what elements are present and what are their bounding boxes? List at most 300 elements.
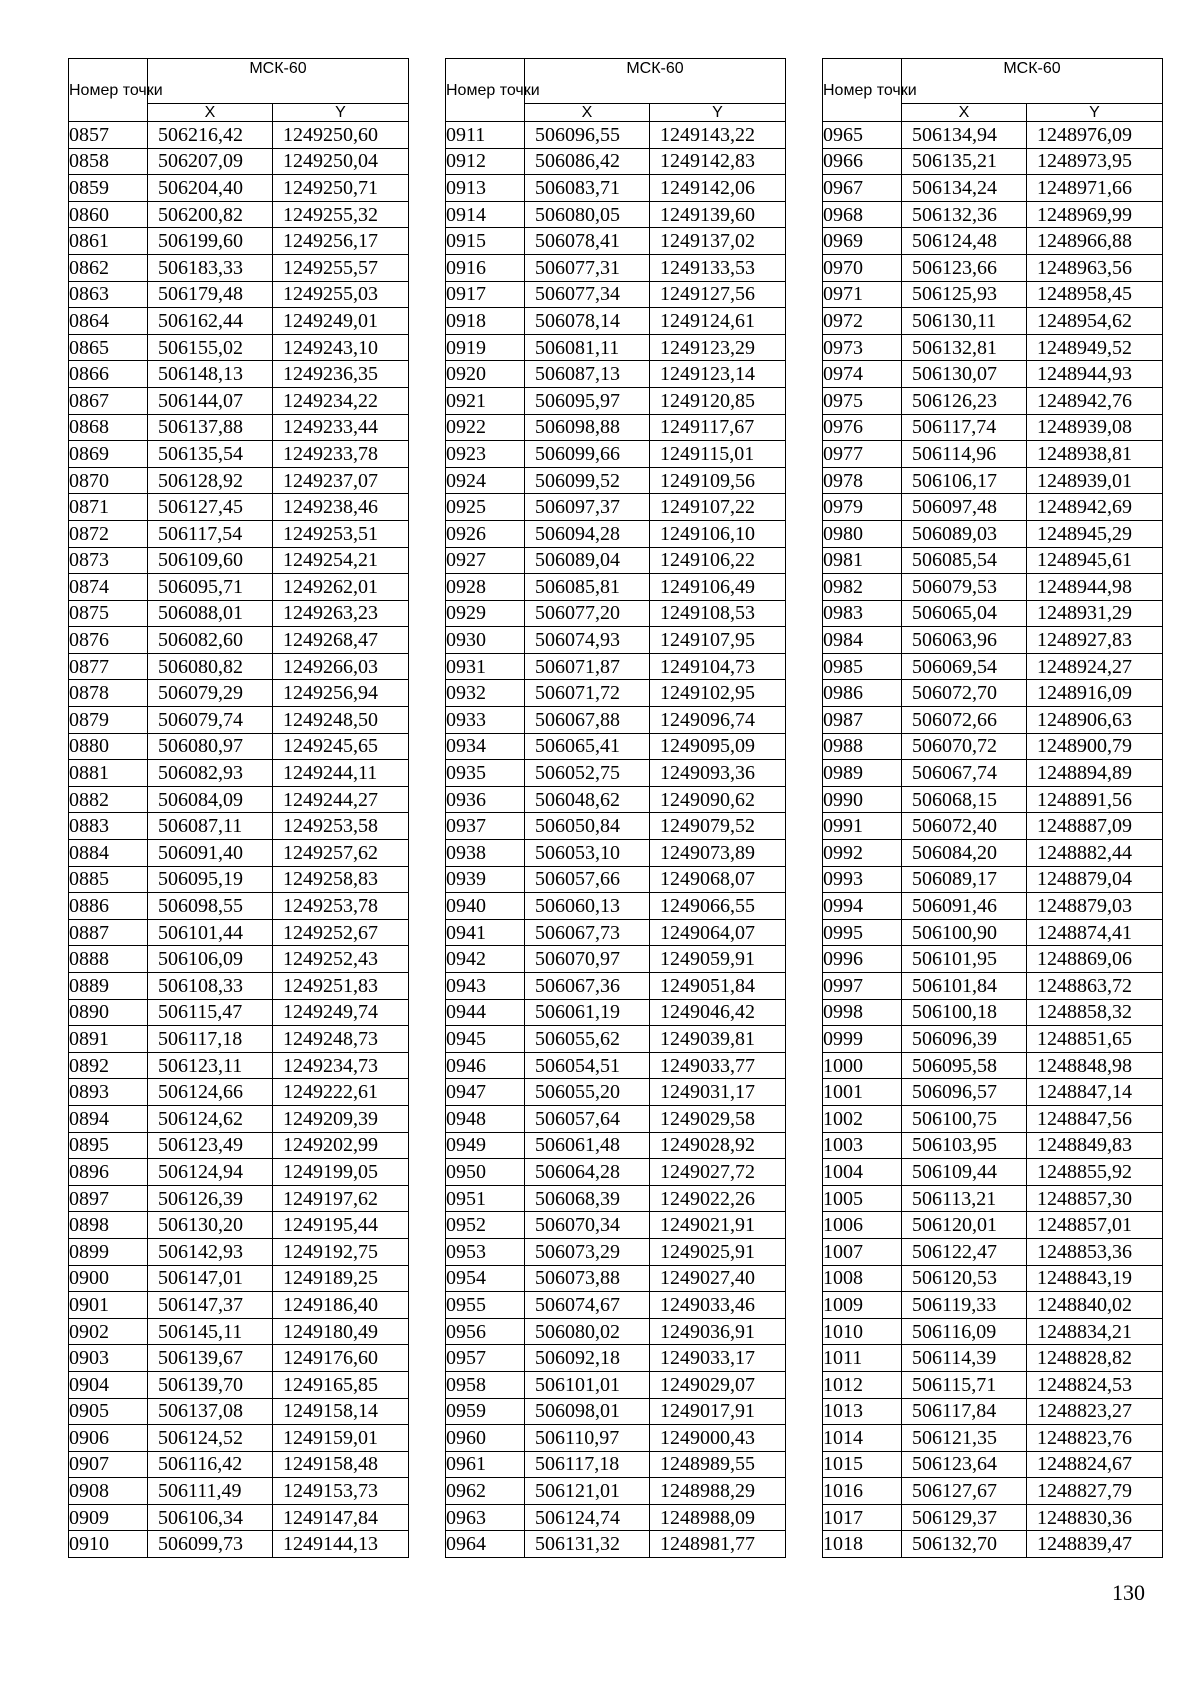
point-number-cell: 0947 [446, 1079, 525, 1106]
table-row [69, 866, 409, 893]
x-coordinate-cell: 506072,70 [902, 680, 1027, 707]
y-coordinate-cell: 1248924,27 [1027, 653, 1163, 680]
y-coordinate-cell: 1248828,82 [1027, 1345, 1163, 1372]
x-coordinate-cell: 506101,95 [902, 946, 1027, 973]
y-coordinate-cell: 1249068,07 [650, 866, 786, 893]
table-row [69, 946, 409, 973]
y-coordinate-cell: 1248824,53 [1027, 1371, 1163, 1398]
x-coordinate-cell: 506091,40 [148, 840, 273, 867]
x-coordinate-cell: 506106,34 [148, 1504, 273, 1531]
point-number-cell: 0938 [446, 840, 525, 867]
y-coordinate-cell: 1249123,14 [650, 361, 786, 388]
x-coordinate-cell: 506117,18 [525, 1451, 650, 1478]
point-number-cell: 0869 [69, 441, 148, 468]
table-row [69, 1265, 409, 1292]
y-coordinate-cell: 1249096,74 [650, 707, 786, 734]
y-coordinate-cell: 1248823,76 [1027, 1425, 1163, 1452]
y-coordinate-cell: 1249107,22 [650, 494, 786, 521]
table-row [823, 1478, 1163, 1505]
x-coordinate-cell: 506079,74 [148, 707, 273, 734]
x-coordinate-cell: 506087,11 [148, 813, 273, 840]
y-coordinate-cell: 1248839,47 [1027, 1531, 1163, 1558]
point-number-cell: 0989 [823, 760, 902, 787]
x-coordinate-cell: 506122,47 [902, 1238, 1027, 1265]
y-coordinate-cell: 1249021,91 [650, 1212, 786, 1239]
x-coordinate-cell: 506145,11 [148, 1318, 273, 1345]
y-coordinate-cell: 1249033,77 [650, 1052, 786, 1079]
x-coordinate-cell: 506052,75 [525, 760, 650, 787]
table-row [823, 334, 1163, 361]
point-number-cell: 0958 [446, 1371, 525, 1398]
table-row [446, 441, 786, 468]
point-number-cell: 1005 [823, 1185, 902, 1212]
x-coordinate-cell: 506071,87 [525, 653, 650, 680]
point-number-cell: 0897 [69, 1185, 148, 1212]
x-coordinate-cell: 506124,94 [148, 1159, 273, 1186]
point-number-cell: 0948 [446, 1105, 525, 1132]
table-row [823, 308, 1163, 335]
y-coordinate-cell: 1249017,91 [650, 1398, 786, 1425]
table-row [69, 334, 409, 361]
y-coordinate-cell: 1248857,30 [1027, 1185, 1163, 1212]
point-number-cell: 0892 [69, 1052, 148, 1079]
point-number-cell: 0946 [446, 1052, 525, 1079]
x-coordinate-cell: 506121,35 [902, 1425, 1027, 1452]
y-coordinate-cell: 1249025,91 [650, 1238, 786, 1265]
x-coordinate-cell: 506095,58 [902, 1052, 1027, 1079]
x-coordinate-cell: 506123,49 [148, 1132, 273, 1159]
x-coordinate-cell: 506067,88 [525, 707, 650, 734]
y-coordinate-cell: 1249137,02 [650, 228, 786, 255]
point-number-cell: 0951 [446, 1185, 525, 1212]
point-number-cell: 0916 [446, 254, 525, 281]
point-number-cell: 0960 [446, 1425, 525, 1452]
point-number-cell: 0983 [823, 600, 902, 627]
x-coordinate-cell: 506061,19 [525, 999, 650, 1026]
table-row [69, 494, 409, 521]
table-row [446, 893, 786, 920]
table-row [446, 308, 786, 335]
table-row [823, 467, 1163, 494]
y-coordinate-cell: 1248976,09 [1027, 122, 1163, 149]
y-coordinate-cell: 1248894,89 [1027, 760, 1163, 787]
y-coordinate-cell: 1249249,74 [273, 999, 409, 1026]
table-row [69, 600, 409, 627]
table-row [69, 574, 409, 601]
x-coordinate-cell: 506111,49 [148, 1478, 273, 1505]
table-row [446, 919, 786, 946]
y-coordinate-cell: 1249255,03 [273, 281, 409, 308]
point-number-cell: 0913 [446, 175, 525, 202]
x-coordinate-cell: 506068,39 [525, 1185, 650, 1212]
x-coordinate-cell: 506106,17 [902, 467, 1027, 494]
point-number-cell: 0966 [823, 148, 902, 175]
point-number-cell: 0967 [823, 175, 902, 202]
table-row [823, 175, 1163, 202]
x-coordinate-cell: 506106,09 [148, 946, 273, 973]
point-number-cell: 0931 [446, 653, 525, 680]
point-number-cell: 0992 [823, 840, 902, 867]
y-coordinate-cell: 1248938,81 [1027, 441, 1163, 468]
point-number-cell: 0884 [69, 840, 148, 867]
point-number-cell: 0879 [69, 707, 148, 734]
x-coordinate-cell: 506101,01 [525, 1371, 650, 1398]
table-row [823, 1026, 1163, 1053]
y-coordinate-cell: 1249195,44 [273, 1212, 409, 1239]
point-number-cell: 0926 [446, 520, 525, 547]
y-coordinate-cell: 1249029,58 [650, 1105, 786, 1132]
table-row [446, 1292, 786, 1319]
x-coordinate-cell: 506095,97 [525, 387, 650, 414]
point-number-cell: 0987 [823, 707, 902, 734]
point-number-cell: 1009 [823, 1292, 902, 1319]
table-row [69, 1398, 409, 1425]
x-coordinate-cell: 506057,64 [525, 1105, 650, 1132]
y-coordinate-cell: 1249252,67 [273, 919, 409, 946]
y-coordinate-cell: 1249189,25 [273, 1265, 409, 1292]
point-number-cell: 0883 [69, 813, 148, 840]
point-number-cell: 0996 [823, 946, 902, 973]
x-coordinate-cell: 506116,09 [902, 1318, 1027, 1345]
point-number-cell: 0895 [69, 1132, 148, 1159]
point-number-cell: 0887 [69, 919, 148, 946]
table-row [446, 1159, 786, 1186]
x-coordinate-cell: 506074,93 [525, 627, 650, 654]
y-coordinate-cell: 1248945,29 [1027, 520, 1163, 547]
x-coordinate-cell: 506137,08 [148, 1398, 273, 1425]
x-coordinate-cell: 506134,94 [902, 122, 1027, 149]
y-coordinate-cell: 1249095,09 [650, 733, 786, 760]
point-number-cell: 0866 [69, 361, 148, 388]
table-row [69, 1478, 409, 1505]
point-number-cell: 0923 [446, 441, 525, 468]
x-coordinate-cell: 506121,01 [525, 1478, 650, 1505]
y-coordinate-cell: 1248849,83 [1027, 1132, 1163, 1159]
x-coordinate-cell: 506126,39 [148, 1185, 273, 1212]
table-row [446, 1398, 786, 1425]
point-number-cell: 1006 [823, 1212, 902, 1239]
x-coordinate-cell: 506114,39 [902, 1345, 1027, 1372]
table-row [446, 653, 786, 680]
x-coordinate-cell: 506123,64 [902, 1451, 1027, 1478]
x-coordinate-cell: 506082,60 [148, 627, 273, 654]
table-row [446, 494, 786, 521]
y-coordinate-cell: 1249250,60 [273, 122, 409, 149]
point-number-cell: 0877 [69, 653, 148, 680]
table-row [69, 1026, 409, 1053]
x-coordinate-cell: 506116,42 [148, 1451, 273, 1478]
table-row [69, 122, 409, 149]
x-coordinate-cell: 506135,54 [148, 441, 273, 468]
x-coordinate-cell: 506124,52 [148, 1425, 273, 1452]
table-row [446, 866, 786, 893]
table-row [823, 1265, 1163, 1292]
point-number-cell: 0956 [446, 1318, 525, 1345]
point-number-cell: 0878 [69, 680, 148, 707]
point-number-cell: 0985 [823, 653, 902, 680]
x-coordinate-cell: 506129,37 [902, 1504, 1027, 1531]
y-coordinate-cell: 1249029,07 [650, 1371, 786, 1398]
x-coordinate-cell: 506120,53 [902, 1265, 1027, 1292]
x-coordinate-cell: 506091,46 [902, 893, 1027, 920]
x-coordinate-cell: 506055,20 [525, 1079, 650, 1106]
y-coordinate-cell: 1249036,91 [650, 1318, 786, 1345]
point-number-cell: 0927 [446, 547, 525, 574]
point-number-cell: 0981 [823, 547, 902, 574]
table-row [823, 254, 1163, 281]
y-coordinate-cell: 1248848,98 [1027, 1052, 1163, 1079]
table-row [823, 281, 1163, 308]
x-coordinate-cell: 506207,09 [148, 148, 273, 175]
table-row [446, 600, 786, 627]
point-number-cell: 0910 [69, 1531, 148, 1558]
x-coordinate-cell: 506108,33 [148, 973, 273, 1000]
y-coordinate-cell: 1249123,29 [650, 334, 786, 361]
x-coordinate-cell: 506183,33 [148, 254, 273, 281]
x-coordinate-cell: 506113,21 [902, 1185, 1027, 1212]
x-coordinate-cell: 506069,54 [902, 653, 1027, 680]
y-coordinate-cell: 1249234,73 [273, 1052, 409, 1079]
table-row [69, 1451, 409, 1478]
x-coordinate-cell: 506077,31 [525, 254, 650, 281]
table-row [446, 1079, 786, 1106]
x-coordinate-cell: 506061,48 [525, 1132, 650, 1159]
coordinates-table-1 [68, 58, 409, 1558]
point-number-cell: 0911 [446, 122, 525, 149]
table-row [69, 893, 409, 920]
y-coordinate-cell: 1248863,72 [1027, 973, 1163, 1000]
point-number-cell: 0864 [69, 308, 148, 335]
header-coordinate-system: МСК-60 [902, 59, 1163, 104]
x-coordinate-cell: 506064,28 [525, 1159, 650, 1186]
y-coordinate-cell: 1248939,08 [1027, 414, 1163, 441]
table-row [823, 1079, 1163, 1106]
y-coordinate-cell: 1248843,19 [1027, 1265, 1163, 1292]
y-coordinate-cell: 1248906,63 [1027, 707, 1163, 734]
y-coordinate-cell: 1249158,48 [273, 1451, 409, 1478]
table-row [69, 387, 409, 414]
x-coordinate-cell: 506050,84 [525, 813, 650, 840]
table-row [823, 547, 1163, 574]
x-coordinate-cell: 506085,54 [902, 547, 1027, 574]
table-row [823, 893, 1163, 920]
x-coordinate-cell: 506097,37 [525, 494, 650, 521]
table-row [69, 653, 409, 680]
y-coordinate-cell: 1248834,21 [1027, 1318, 1163, 1345]
point-number-cell: 0908 [69, 1478, 148, 1505]
point-number-cell: 0925 [446, 494, 525, 521]
x-coordinate-cell: 506086,42 [525, 148, 650, 175]
y-coordinate-cell: 1249106,10 [650, 520, 786, 547]
table-row [446, 387, 786, 414]
y-coordinate-cell: 1249263,23 [273, 600, 409, 627]
y-coordinate-cell: 1249268,47 [273, 627, 409, 654]
y-coordinate-cell: 1249133,53 [650, 254, 786, 281]
point-number-cell: 0930 [446, 627, 525, 654]
x-coordinate-cell: 506092,18 [525, 1345, 650, 1372]
table-row [823, 387, 1163, 414]
point-number-cell: 0872 [69, 520, 148, 547]
point-number-cell: 0889 [69, 973, 148, 1000]
point-number-cell: 0982 [823, 574, 902, 601]
table-row [69, 627, 409, 654]
point-number-cell: 0901 [69, 1292, 148, 1319]
x-coordinate-cell: 506115,47 [148, 999, 273, 1026]
x-coordinate-cell: 506124,48 [902, 228, 1027, 255]
y-coordinate-cell: 1248851,65 [1027, 1026, 1163, 1053]
x-coordinate-cell: 506147,01 [148, 1265, 273, 1292]
y-coordinate-cell: 1248931,29 [1027, 600, 1163, 627]
x-coordinate-cell: 506070,97 [525, 946, 650, 973]
x-coordinate-cell: 506077,34 [525, 281, 650, 308]
point-number-cell: 0959 [446, 1398, 525, 1425]
x-coordinate-cell: 506087,13 [525, 361, 650, 388]
point-number-cell: 0949 [446, 1132, 525, 1159]
x-coordinate-cell: 506053,10 [525, 840, 650, 867]
y-coordinate-cell: 1249199,05 [273, 1159, 409, 1186]
x-coordinate-cell: 506063,96 [902, 627, 1027, 654]
table-row [823, 441, 1163, 468]
x-coordinate-cell: 506100,75 [902, 1105, 1027, 1132]
y-coordinate-cell: 1249237,07 [273, 467, 409, 494]
point-number-cell: 0904 [69, 1371, 148, 1398]
x-coordinate-cell: 506155,02 [148, 334, 273, 361]
y-coordinate-cell: 1248823,27 [1027, 1398, 1163, 1425]
point-number-cell: 0899 [69, 1238, 148, 1265]
table-row [446, 840, 786, 867]
y-coordinate-cell: 1249243,10 [273, 334, 409, 361]
point-number-cell: 0997 [823, 973, 902, 1000]
x-coordinate-cell: 506057,66 [525, 866, 650, 893]
table-row [823, 1371, 1163, 1398]
table-row [69, 1052, 409, 1079]
y-coordinate-cell: 1249108,53 [650, 600, 786, 627]
table-row [446, 414, 786, 441]
y-coordinate-cell: 1249027,72 [650, 1159, 786, 1186]
y-coordinate-cell: 1249244,27 [273, 786, 409, 813]
table-row [446, 1318, 786, 1345]
x-coordinate-cell: 506127,67 [902, 1478, 1027, 1505]
point-number-cell: 0963 [446, 1504, 525, 1531]
table-row [446, 1345, 786, 1372]
x-coordinate-cell: 506068,15 [902, 786, 1027, 813]
table-row [69, 148, 409, 175]
table-row [446, 1371, 786, 1398]
table-row [69, 919, 409, 946]
x-coordinate-cell: 506081,11 [525, 334, 650, 361]
table-row [823, 919, 1163, 946]
point-number-cell: 1010 [823, 1318, 902, 1345]
y-coordinate-cell: 1249033,46 [650, 1292, 786, 1319]
table-row [823, 1531, 1163, 1558]
y-coordinate-cell: 1249197,62 [273, 1185, 409, 1212]
y-coordinate-cell: 1248973,95 [1027, 148, 1163, 175]
y-coordinate-cell: 1248981,77 [650, 1531, 786, 1558]
x-coordinate-cell: 506067,36 [525, 973, 650, 1000]
y-coordinate-cell: 1248857,01 [1027, 1212, 1163, 1239]
table-row [69, 308, 409, 335]
point-number-cell: 0944 [446, 999, 525, 1026]
point-number-cell: 0971 [823, 281, 902, 308]
y-coordinate-cell: 1249144,13 [273, 1531, 409, 1558]
x-coordinate-cell: 506139,70 [148, 1371, 273, 1398]
table-row [823, 1159, 1163, 1186]
table-row [446, 1425, 786, 1452]
y-coordinate-cell: 1249248,50 [273, 707, 409, 734]
table-row [446, 467, 786, 494]
point-number-cell: 0874 [69, 574, 148, 601]
table-row [823, 494, 1163, 521]
table-row [446, 1265, 786, 1292]
table-row [446, 1026, 786, 1053]
point-number-cell: 1014 [823, 1425, 902, 1452]
y-coordinate-cell: 1248824,67 [1027, 1451, 1163, 1478]
table-row [446, 1504, 786, 1531]
y-coordinate-cell: 1249252,43 [273, 946, 409, 973]
point-number-cell: 0918 [446, 308, 525, 335]
point-number-cell: 0865 [69, 334, 148, 361]
y-coordinate-cell: 1249176,60 [273, 1345, 409, 1372]
table-row [446, 999, 786, 1026]
y-coordinate-cell: 1249253,58 [273, 813, 409, 840]
header-coordinate-system: МСК-60 [148, 59, 409, 104]
table-row [446, 786, 786, 813]
table-row [69, 441, 409, 468]
header-point-number: Номер точки [823, 59, 902, 122]
y-coordinate-cell: 1249233,44 [273, 414, 409, 441]
x-coordinate-cell: 506094,28 [525, 520, 650, 547]
table-row [69, 1159, 409, 1186]
x-coordinate-cell: 506070,34 [525, 1212, 650, 1239]
x-coordinate-cell: 506126,23 [902, 387, 1027, 414]
x-coordinate-cell: 506120,01 [902, 1212, 1027, 1239]
y-coordinate-cell: 1249159,01 [273, 1425, 409, 1452]
table-row [823, 1398, 1163, 1425]
y-coordinate-cell: 1249093,36 [650, 760, 786, 787]
table-row [446, 1238, 786, 1265]
y-coordinate-cell: 1249249,01 [273, 308, 409, 335]
x-coordinate-cell: 506080,82 [148, 653, 273, 680]
table-row [69, 1185, 409, 1212]
y-coordinate-cell: 1248874,41 [1027, 919, 1163, 946]
y-coordinate-cell: 1249039,81 [650, 1026, 786, 1053]
table-row [823, 361, 1163, 388]
table-row [69, 1425, 409, 1452]
table-row [69, 361, 409, 388]
x-coordinate-cell: 506204,40 [148, 175, 273, 202]
point-number-cell: 0984 [823, 627, 902, 654]
point-number-cell: 0900 [69, 1265, 148, 1292]
point-number-cell: 0929 [446, 600, 525, 627]
point-number-cell: 0907 [69, 1451, 148, 1478]
table-row [69, 1345, 409, 1372]
x-coordinate-cell: 506101,84 [902, 973, 1027, 1000]
table-row [823, 733, 1163, 760]
y-coordinate-cell: 1249106,22 [650, 547, 786, 574]
x-coordinate-cell: 506078,14 [525, 308, 650, 335]
y-coordinate-cell: 1249209,39 [273, 1105, 409, 1132]
table-row [446, 1185, 786, 1212]
x-coordinate-cell: 506134,24 [902, 175, 1027, 202]
x-coordinate-cell: 506115,71 [902, 1371, 1027, 1398]
point-number-cell: 0858 [69, 148, 148, 175]
x-coordinate-cell: 506128,92 [148, 467, 273, 494]
x-coordinate-cell: 506100,90 [902, 919, 1027, 946]
table-row [69, 707, 409, 734]
point-number-cell: 0990 [823, 786, 902, 813]
y-coordinate-cell: 1249139,60 [650, 201, 786, 228]
table-row [69, 733, 409, 760]
